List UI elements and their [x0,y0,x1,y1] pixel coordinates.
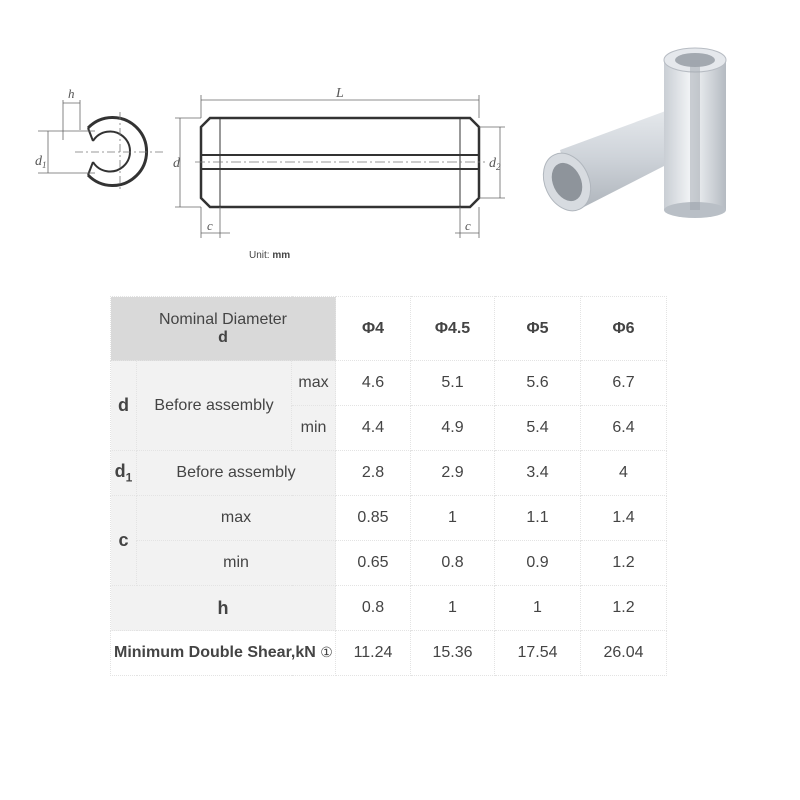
c-max-value: 0.85 [336,496,411,541]
label-d1: $d_1$ [35,154,47,170]
d-max-label: max [292,361,336,406]
h-value: 1 [411,586,495,631]
d-min-value: 6.4 [581,406,667,451]
label-h: h [68,86,75,101]
h-value: 1.2 [581,586,667,631]
d-max-value: 5.6 [495,361,581,406]
d-label: Before assembly [137,361,292,451]
label-d2: $d_2$ [489,156,501,172]
d-min-value: 4.9 [411,406,495,451]
d1-value: 3.4 [495,451,581,496]
d-max-value: 6.7 [581,361,667,406]
header-row [111,297,667,361]
row-h [111,586,667,631]
label-c-left: c [207,218,213,233]
c-min-value: 1.2 [581,541,667,586]
d1-value: 4 [581,451,667,496]
c-max-value: 1 [411,496,495,541]
product-photo [534,48,726,218]
unit-value: mm [272,250,291,261]
shear-value: 11.24 [336,631,411,676]
d-min-value: 5.4 [495,406,581,451]
size-header-3: Φ5 [495,297,581,361]
unit-label: Unit: [249,250,270,261]
label-c-right: c [465,218,471,233]
shear-value: 15.36 [411,631,495,676]
h-value: 0.8 [336,586,411,631]
c-symbol: c [111,496,137,586]
label-L: L [336,86,344,101]
c-min-value: 0.8 [411,541,495,586]
size-header-1: Φ4 [336,297,411,361]
c-min-value: 0.65 [336,541,411,586]
nominal-symbol: d [218,328,228,346]
d-min-value: 4.4 [336,406,411,451]
d-max-value: 4.6 [336,361,411,406]
d1-value: 2.8 [336,451,411,496]
side-view [175,95,505,238]
end-view [38,100,165,192]
row-c-min [111,541,667,586]
d-max-value: 5.1 [411,361,495,406]
technical-drawing [0,0,800,280]
shear-value: 17.54 [495,631,581,676]
spec-table [110,296,667,676]
d1-label: Before assembly [137,451,336,496]
row-d-max [111,361,667,406]
shear-note: ① [320,644,333,660]
nominal-label: Nominal Diameter [158,310,288,328]
c-min-label: min [137,541,336,586]
label-d: d [173,156,180,171]
row-d1 [111,451,667,496]
c-max-value: 1.1 [495,496,581,541]
row-c-max [111,496,667,541]
size-header-2: Φ4.5 [411,297,495,361]
c-max-value: 1.4 [581,496,667,541]
shear-value: 26.04 [581,631,667,676]
unit-caption [249,250,290,261]
nominal-diameter-header [111,297,336,361]
h-value: 1 [495,586,581,631]
shear-label: Minimum Double Shear,kN ① [111,631,336,676]
d-symbol: d [111,361,137,451]
size-header-4: Φ6 [581,297,667,361]
c-min-value: 0.9 [495,541,581,586]
h-symbol: h [111,586,336,631]
row-shear [111,631,667,676]
d1-symbol: $d_1$ [111,451,137,496]
c-max-label: max [137,496,336,541]
d-min-label: min [292,406,336,451]
d1-value: 2.9 [411,451,495,496]
